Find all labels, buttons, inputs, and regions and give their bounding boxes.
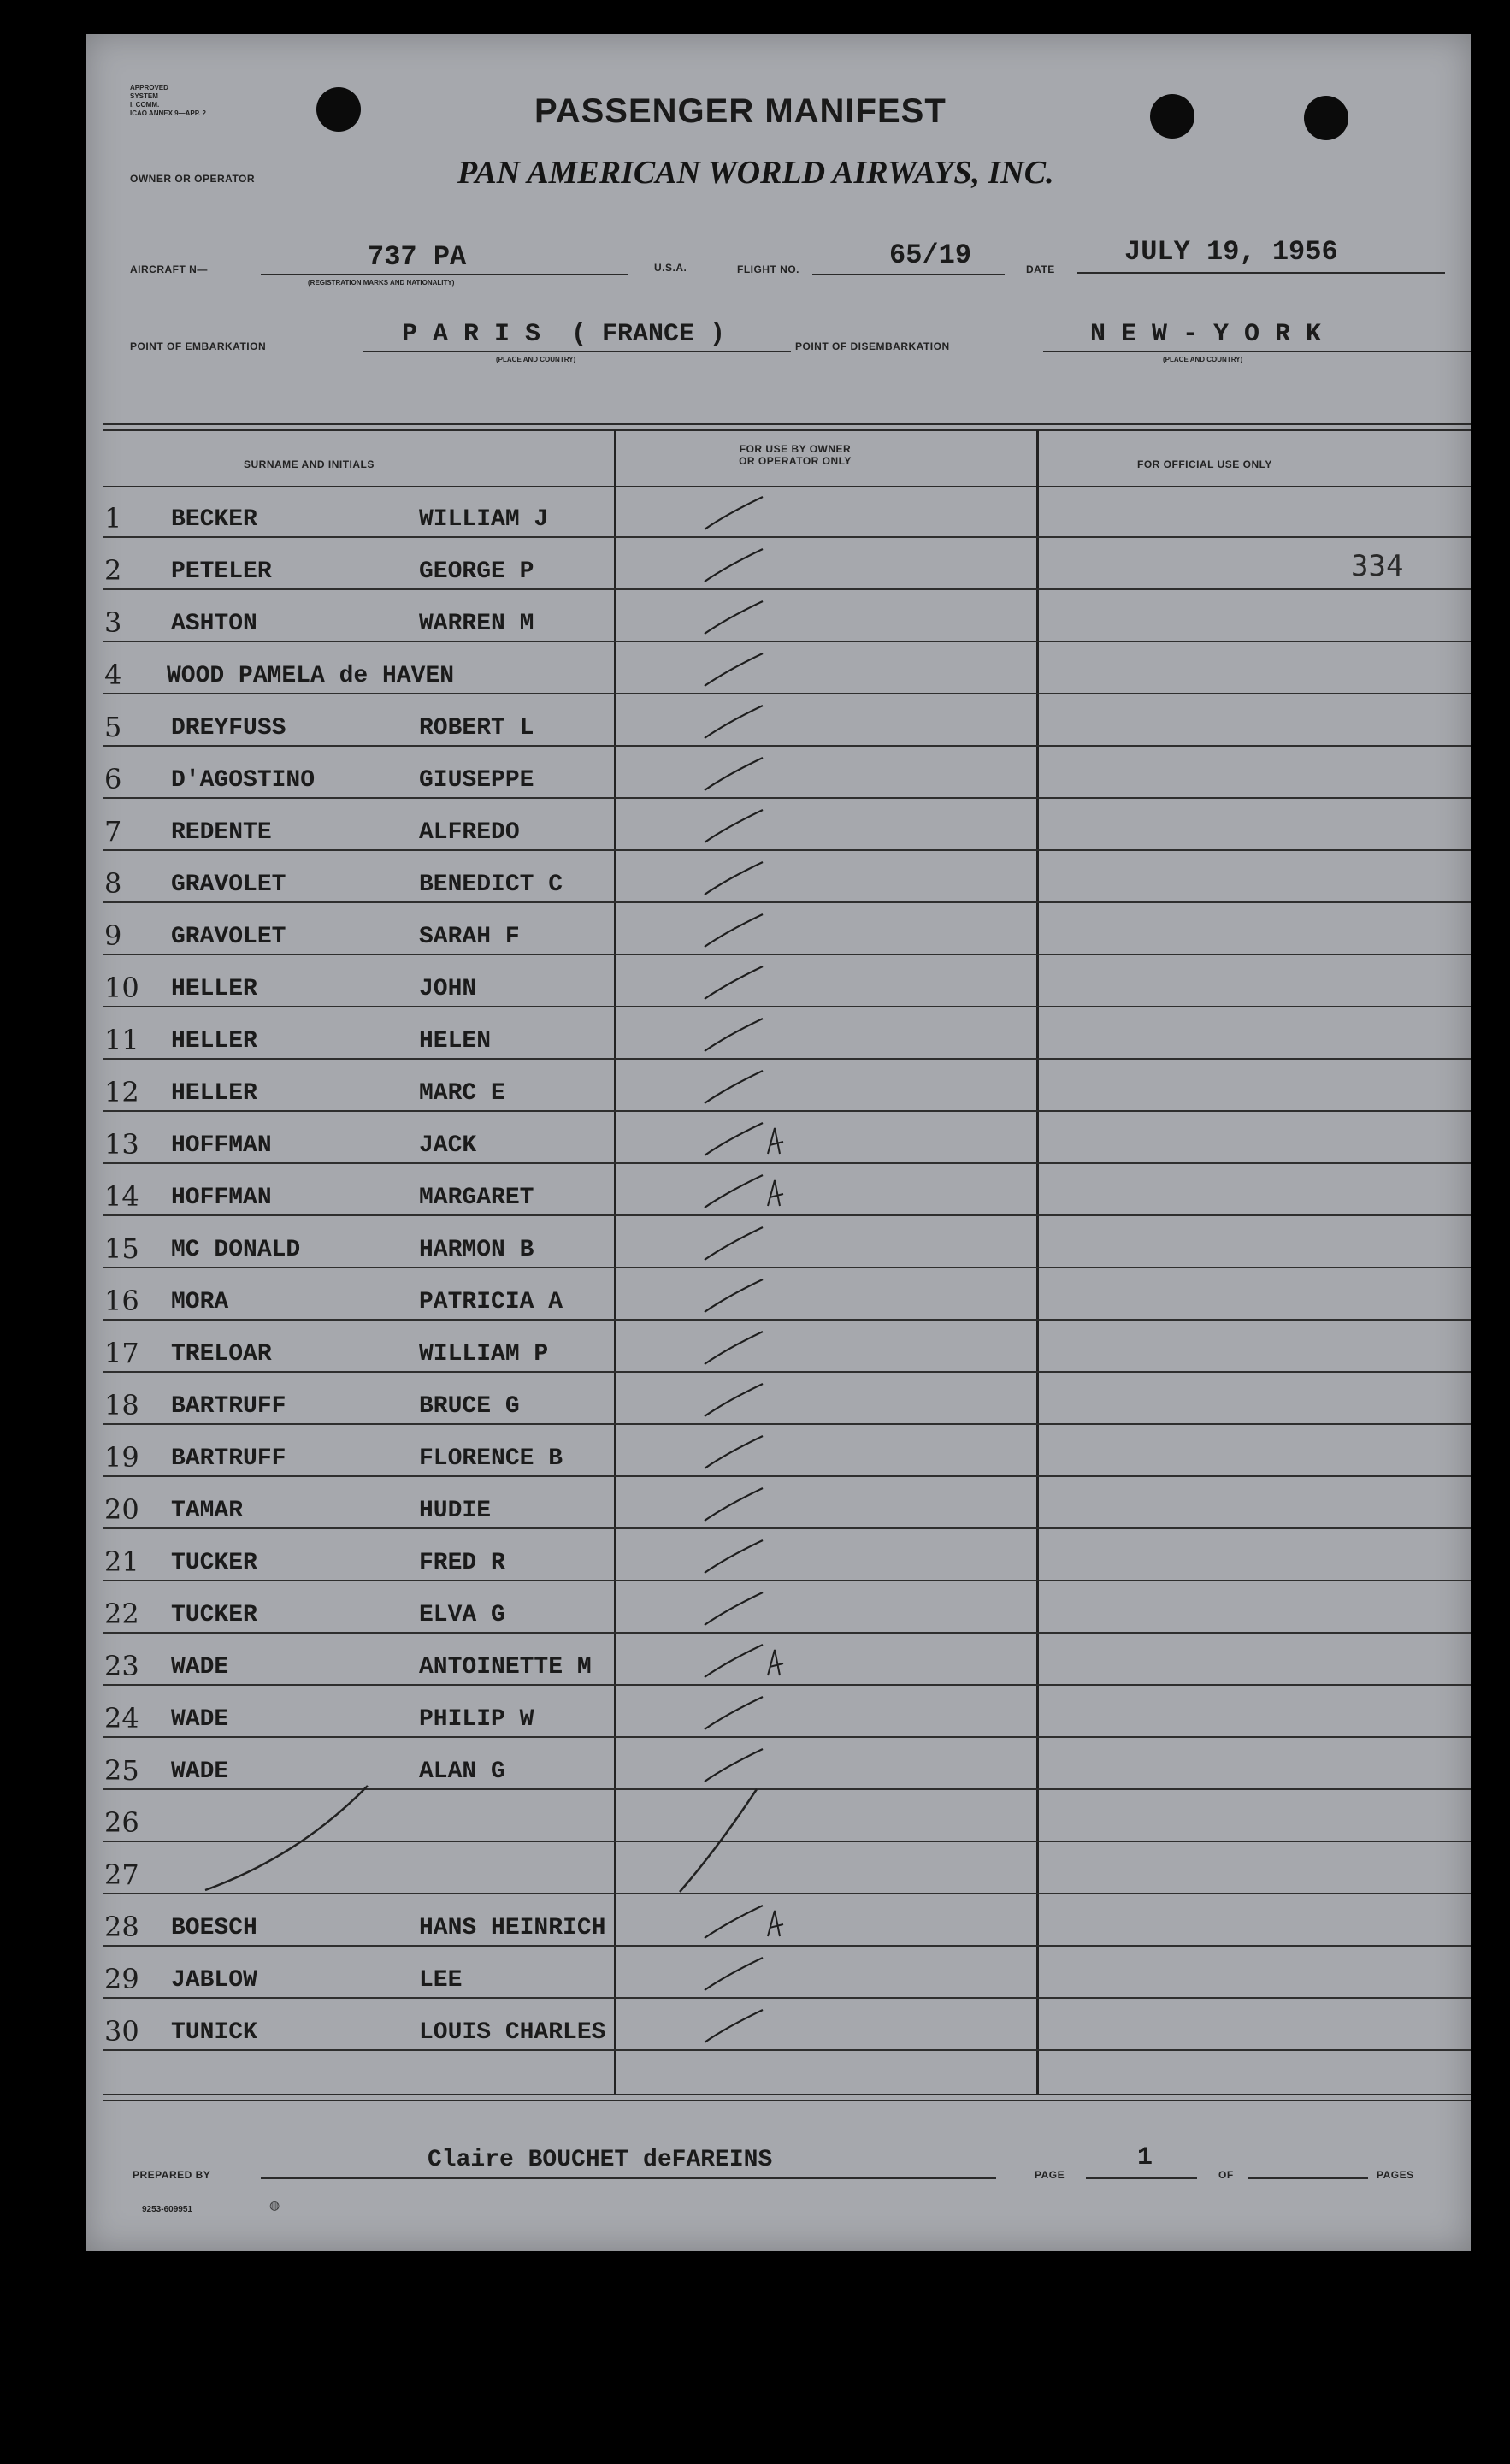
- void-strokes: [86, 34, 1471, 2251]
- row-number: 5: [104, 711, 122, 743]
- column-header-official: FOR OFFICIAL USE ONLY: [1137, 458, 1272, 470]
- passenger-given-name: JACK: [419, 1132, 477, 1159]
- row-number: 3: [104, 606, 122, 639]
- passenger-given-name: HELEN: [419, 1028, 492, 1055]
- passenger-surname: PETELER: [171, 558, 272, 585]
- official-code: 334: [1351, 549, 1404, 583]
- row-number: 23: [104, 1650, 139, 1682]
- row-number: 14: [104, 1180, 139, 1213]
- passenger-surname: WADE: [171, 1654, 229, 1681]
- row-number: 13: [104, 1128, 139, 1161]
- owner-operator-label: OWNER OR OPERATOR: [130, 173, 256, 185]
- row-number: 10: [104, 972, 139, 1004]
- row-number: 11: [104, 1024, 139, 1056]
- flight-label: FLIGHT NO.: [737, 263, 799, 275]
- passenger-surname: HELLER: [171, 976, 257, 1002]
- passenger-surname: DREYFUSS: [171, 715, 286, 742]
- row-number: 17: [104, 1337, 139, 1369]
- passenger-given-name: WILLIAM P: [419, 1341, 549, 1368]
- passenger-surname: MORA: [171, 1289, 229, 1315]
- passenger-given-name: HUDIE: [419, 1498, 492, 1524]
- passenger-given-name: WARREN M: [419, 611, 534, 637]
- prepared-underline: [261, 2177, 996, 2179]
- row-number: 28: [104, 1911, 139, 1943]
- passenger-given-name: MARC E: [419, 1080, 505, 1107]
- passenger-surname: TRELOAR: [171, 1341, 272, 1368]
- row-number: 22: [104, 1598, 139, 1630]
- of-label: OF: [1218, 2169, 1234, 2181]
- manifest-sheet: [86, 34, 1471, 2251]
- column-header-names: SURNAME AND INITIALS: [244, 458, 375, 470]
- passenger-surname: HOFFMAN: [171, 1132, 272, 1159]
- passenger-given-name: LOUIS CHARLES: [419, 2019, 606, 2046]
- passenger-surname: TUCKER: [171, 1602, 257, 1628]
- approval-line-1: I. COMM.: [130, 101, 160, 109]
- approval-approved: APPROVED: [130, 84, 168, 92]
- row-number: 27: [104, 1858, 139, 1891]
- disembark-label: POINT OF DISEMBARKATION: [795, 340, 950, 352]
- form-code: 9253-609951: [142, 2205, 192, 2214]
- passenger-given-name: ALAN G: [419, 1758, 505, 1785]
- passenger-given-name: ELVA G: [419, 1602, 505, 1628]
- row-number: 29: [104, 1963, 139, 1995]
- aircraft-label: AIRCRAFT N—: [130, 263, 208, 275]
- passenger-given-name: HANS HEINRICH: [419, 1915, 606, 1941]
- passenger-given-name: PHILIP W: [419, 1706, 534, 1733]
- column-header-owner-line-2: OR OPERATOR ONLY: [739, 455, 852, 467]
- row-number: 25: [104, 1754, 139, 1787]
- passenger-surname: BARTRUFF: [171, 1445, 286, 1472]
- passenger-given-name: WILLIAM J: [419, 506, 549, 533]
- passenger-given-name: BRUCE G: [419, 1393, 520, 1420]
- prepared-by-label: PREPARED BY: [133, 2169, 211, 2181]
- passenger-surname: HOFFMAN: [171, 1185, 272, 1211]
- table-bottom-rule-1: [103, 2094, 1471, 2095]
- row-number: 30: [104, 2015, 139, 2047]
- passenger-given-name: ANTOINETTE M: [419, 1654, 592, 1681]
- row-number: 2: [104, 554, 122, 587]
- row-number: 8: [104, 867, 122, 900]
- operator-name: PAN AMERICAN WORLD AIRWAYS, INC.: [457, 155, 1054, 191]
- prepared-by-value: Claire BOUCHET deFAREINS: [428, 2147, 773, 2173]
- passenger-surname: BECKER: [171, 506, 257, 533]
- row-number: 16: [104, 1285, 139, 1317]
- passenger-given-name: ALFREDO: [419, 819, 520, 846]
- passenger-surname: WADE: [171, 1758, 229, 1785]
- page-title: PASSENGER MANIFEST: [534, 92, 947, 130]
- passenger-surname: MC DONALD: [171, 1237, 301, 1263]
- passenger-given-name: LEE: [419, 1967, 463, 1994]
- row-number: 1: [104, 502, 122, 535]
- embark-label: POINT OF EMBARKATION: [130, 340, 267, 352]
- embark-value: P A R I S ( FRANCE ): [402, 320, 726, 349]
- row-number: 24: [104, 1702, 139, 1734]
- passenger-given-name: FRED R: [419, 1550, 505, 1576]
- approval-system: SYSTEM: [130, 92, 158, 100]
- row-number: 18: [104, 1389, 139, 1421]
- row-number: 6: [104, 763, 122, 795]
- passenger-surname: REDENTE: [171, 819, 272, 846]
- pages-label: PAGES: [1377, 2169, 1414, 2181]
- passenger-surname: BARTRUFF: [171, 1393, 286, 1420]
- row-number: 4: [104, 659, 122, 691]
- passenger-given-name: FLORENCE B: [419, 1445, 563, 1472]
- row-number: 20: [104, 1493, 139, 1526]
- passenger-given-name: PATRICIA A: [419, 1289, 563, 1315]
- passenger-surname: TUCKER: [171, 1550, 257, 1576]
- passenger-surname: TUNICK: [171, 2019, 257, 2046]
- embark-caption: (PLACE AND COUNTRY): [496, 356, 576, 363]
- passenger-surname: HELLER: [171, 1028, 257, 1055]
- passenger-given-name: BENEDICT C: [419, 872, 563, 898]
- aircraft-value: 737 PA: [368, 241, 467, 273]
- passenger-given-name: HARMON B: [419, 1237, 534, 1263]
- registration-caption: (REGISTRATION MARKS AND NATIONALITY): [308, 279, 455, 287]
- row-number: 9: [104, 919, 122, 952]
- disembark-value: N E W - Y O R K: [1090, 320, 1322, 349]
- passenger-surname: ASHTON: [171, 611, 257, 637]
- passenger-surname: GRAVOLET: [171, 872, 286, 898]
- passenger-given-name: MARGARET: [419, 1185, 534, 1211]
- approval-line-2: ICAO ANNEX 9—APP. 2: [130, 109, 206, 117]
- page-value: 1: [1137, 2143, 1153, 2172]
- table-bottom-rule-2: [103, 2100, 1471, 2101]
- date-value: JULY 19, 1956: [1124, 236, 1338, 268]
- passenger-surname: WADE: [171, 1706, 229, 1733]
- row-number: 26: [104, 1806, 139, 1839]
- passenger-surname: HELLER: [171, 1080, 257, 1107]
- passenger-surname: GRAVOLET: [171, 924, 286, 950]
- page-label: PAGE: [1035, 2169, 1065, 2181]
- passenger-full-name: WOOD PAMELA de HAVEN: [167, 663, 455, 689]
- row-number: 12: [104, 1076, 139, 1108]
- row-number: 21: [104, 1545, 139, 1578]
- flight-value: 65/19: [889, 239, 972, 271]
- usa-label: U.S.A.: [654, 262, 687, 274]
- row-number: 19: [104, 1441, 139, 1474]
- printer-mark-icon: ◍: [269, 2198, 280, 2212]
- passenger-given-name: GEORGE P: [419, 558, 534, 585]
- passenger-given-name: ROBERT L: [419, 715, 534, 742]
- date-label: DATE: [1026, 263, 1055, 275]
- page-underline: [1086, 2177, 1197, 2179]
- passenger-surname: JABLOW: [171, 1967, 257, 1994]
- passenger-given-name: JOHN: [419, 976, 477, 1002]
- disembark-caption: (PLACE AND COUNTRY): [1163, 356, 1243, 363]
- row-number: 15: [104, 1232, 139, 1265]
- column-header-owner-line-1: FOR USE BY OWNER: [739, 443, 852, 455]
- pages-underline: [1248, 2177, 1368, 2179]
- passenger-surname: D'AGOSTINO: [171, 767, 316, 794]
- passenger-given-name: GIUSEPPE: [419, 767, 534, 794]
- row-number: 7: [104, 815, 122, 848]
- passenger-given-name: SARAH F: [419, 924, 520, 950]
- passenger-surname: BOESCH: [171, 1915, 257, 1941]
- passenger-surname: TAMAR: [171, 1498, 244, 1524]
